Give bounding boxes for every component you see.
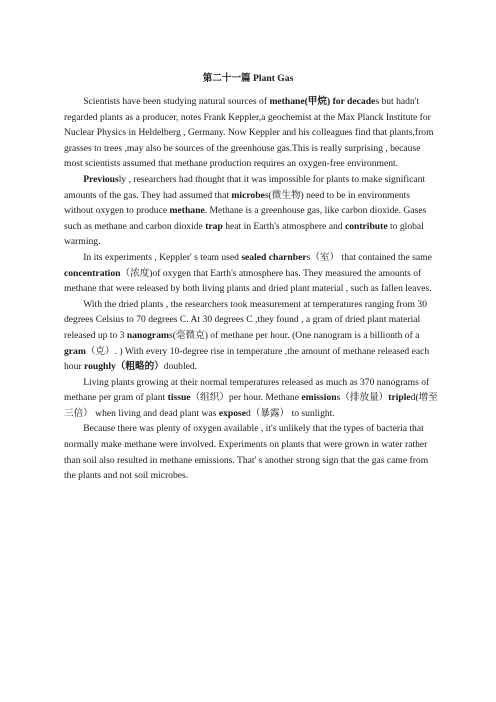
bold-term: contribute	[344, 220, 388, 232]
paragraph	[64, 94, 438, 172]
paragraph	[64, 297, 438, 375]
text-run: （组织）per hour. Methane	[190, 392, 302, 404]
paragraph	[64, 172, 438, 250]
bold-term: sealed charnber	[241, 251, 307, 263]
text-run: d（暴露） to sunlight.	[246, 407, 335, 419]
bold-term: microbe	[231, 189, 265, 201]
text-run: s but hadn't regarded plants as a producer, notes Frank Keppler,a geochemist at the Max Planck Institute for Nuclear Physics in Heldelberg , Germany. Now Keppler and his colleagues find that plants,from grasses to trees ,may also be sources of the greenhouse gas.This is really surprising , because most scientists assumed that methane production requires an oxygen-free environment.	[64, 96, 434, 170]
text-run: doubled.	[163, 361, 198, 373]
article-body	[64, 94, 438, 484]
page-title: 第二十一篇 Plant Gas	[202, 73, 294, 84]
text-run: d(增至三倍） when living and dead plant was	[64, 392, 438, 419]
text-run: With the dried plants , the researchers took measurement at temperatures ranging from 30 degrees Celsius to 70 degrees C. At 30 degrees C ,they found , a gram of dried plant material released up to 3	[64, 298, 427, 341]
text-run: （克）. ) With every 10-degree rise in temperature ,the amount of methane released each hour	[64, 345, 430, 373]
bold-term: triple	[388, 392, 411, 404]
text-run: s（室） that contained the same	[306, 251, 432, 263]
bold-term: expose	[218, 407, 246, 419]
bold-term: tissue	[167, 392, 191, 404]
bold-term: roughly（粗略的）	[83, 361, 164, 373]
bold-term: nanogram	[126, 329, 169, 341]
text-run: Living plants growing at their normal temperatures released as much as 370 nanograms of methane per gram of plant	[64, 376, 430, 404]
text-run: In its experiments , Keppler' s team used	[83, 251, 242, 263]
bold-term: Previous	[83, 173, 119, 185]
text-run: s（排放量）	[336, 392, 389, 404]
text-run: heat in Earth's atmosphere and	[222, 220, 345, 232]
bold-term: (甲烷) for decade	[304, 96, 376, 107]
text-run: . Methane is a greenhouse gas, like carbon dioxide. Gases such as methane and carbon dioxide	[64, 205, 427, 232]
bold-term: gram	[64, 345, 86, 357]
text-run: （浓度)of oxygen that Earth's atmosphere has. They measured the amounts of methane that were released by both living plants and dried plant material , such as fallen leaves.	[64, 267, 432, 295]
text-run: to global warming.	[64, 220, 424, 248]
paragraph	[64, 375, 438, 422]
text-run: Because there was plenty of oxygen available , it's unlikely that the types of bacteria that normally make methane were involved. Experiments on plants that were grown in water rather than soil also resulted in methane emissions. That' s another strong sign that the gas came from the plants and not soil microbes.	[64, 423, 429, 482]
text-run: s(微生物) need to be in environments without oxygen to produce	[64, 189, 411, 217]
paragraph	[64, 421, 438, 483]
text-run: s(毫微克) of methane per hour. (One nanogram is a billionth of a	[168, 329, 420, 341]
bold-term: trap	[205, 220, 223, 232]
bold-term: emission	[301, 392, 337, 404]
text-run: Scientists have been studying natural sources of	[83, 96, 270, 107]
bold-term: methane	[169, 205, 205, 217]
bold-term: methane	[269, 96, 305, 107]
paragraph	[64, 250, 438, 297]
bold-term: concentration	[64, 267, 121, 279]
text-run: ly , researchers had thought that it was impossible for plants to make significant amounts of the gas. They had assumed that	[64, 173, 426, 201]
